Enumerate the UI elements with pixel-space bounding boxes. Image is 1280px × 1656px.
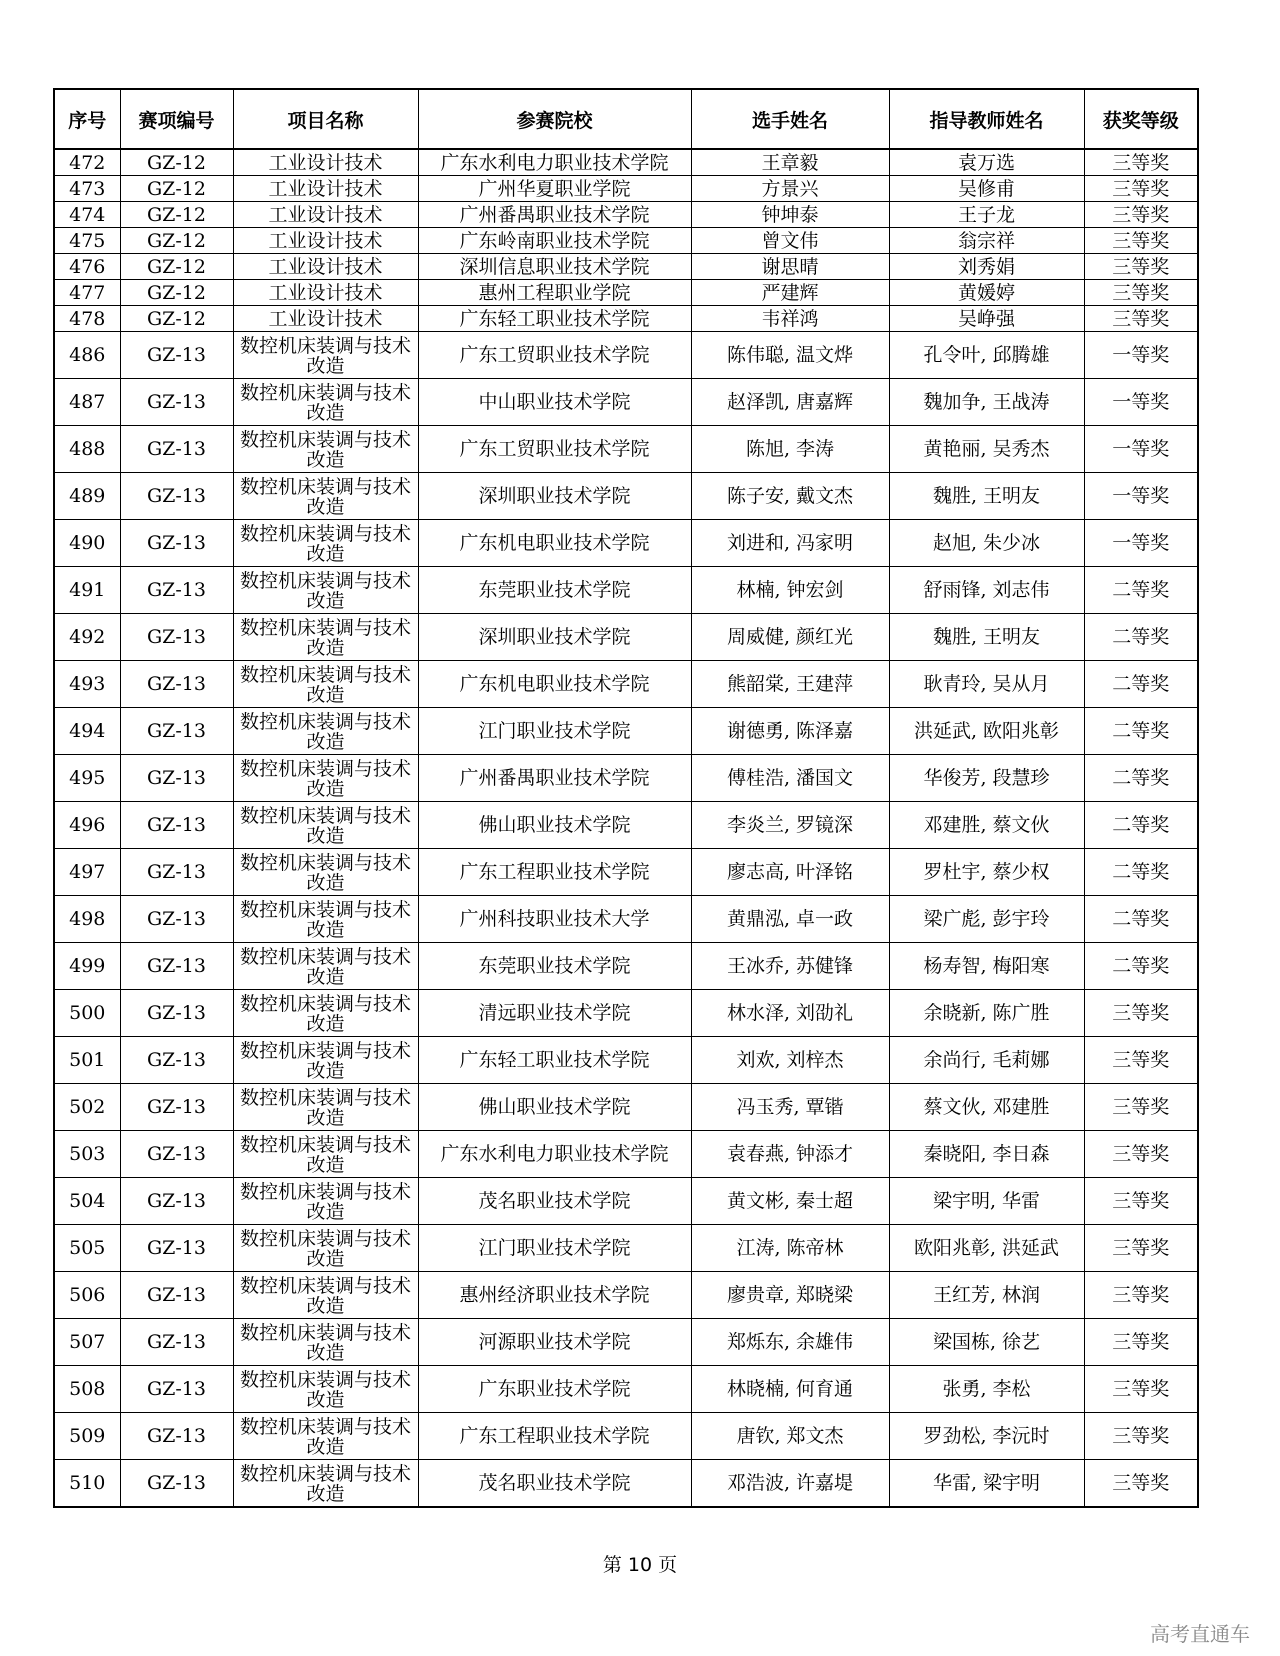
contestants-cell: 袁春燕, 钟添才 [691, 1131, 889, 1178]
event-code-cell: GZ-13 [120, 755, 233, 802]
contestants-cell: 江涛, 陈帝林 [691, 1225, 889, 1272]
event-code-cell: GZ-13 [120, 896, 233, 943]
project-name-text: 数控机床装调与技术改造 [239, 993, 411, 1034]
table-row [54, 1366, 1198, 1413]
event-code-cell: GZ-12 [120, 149, 233, 176]
award-level-cell: 三等奖 [1084, 1319, 1198, 1366]
project-name-cell [233, 1084, 418, 1131]
header-row [54, 89, 1198, 149]
school-cell: 广东轻工职业技术学院 [418, 1037, 691, 1084]
table-row [54, 1084, 1198, 1131]
instructors-cell: 耿青玲, 吴从月 [889, 661, 1084, 708]
project-name-text: 数控机床装调与技术改造 [239, 758, 411, 799]
project-name-text: 数控机床装调与技术改造 [239, 1463, 411, 1504]
table-row [54, 520, 1198, 567]
event-code-cell: GZ-12 [120, 280, 233, 306]
school-cell: 河源职业技术学院 [418, 1319, 691, 1366]
contestants-cell: 黄文彬, 秦士超 [691, 1178, 889, 1225]
table-row [54, 990, 1198, 1037]
award-level-cell: 一等奖 [1084, 379, 1198, 426]
event-code-cell: GZ-13 [120, 1366, 233, 1413]
award-level-cell: 三等奖 [1084, 1178, 1198, 1225]
contestants-cell: 熊韶棠, 王建萍 [691, 661, 889, 708]
instructors-cell: 余晓新, 陈广胜 [889, 990, 1084, 1037]
event-code-cell: GZ-13 [120, 473, 233, 520]
instructors-cell: 吴修甫 [889, 176, 1084, 202]
index-cell: 508 [54, 1366, 120, 1413]
index-cell: 510 [54, 1460, 120, 1508]
project-name-cell [233, 755, 418, 802]
contestants-cell: 廖贵章, 郑晓梁 [691, 1272, 889, 1319]
event-code-cell: GZ-13 [120, 990, 233, 1037]
project-name-text: 数控机床装调与技术改造 [239, 1087, 411, 1128]
contestants-cell: 谢思晴 [691, 254, 889, 280]
project-name-cell [233, 1272, 418, 1319]
instructors-cell: 蔡文伙, 邓建胜 [889, 1084, 1084, 1131]
instructors-cell: 秦晓阳, 李日森 [889, 1131, 1084, 1178]
index-cell: 476 [54, 254, 120, 280]
page-number: 第 10 页 [602, 1554, 678, 1576]
project-name-cell [233, 379, 418, 426]
instructors-cell: 王子龙 [889, 202, 1084, 228]
table-row [54, 202, 1198, 228]
instructors-cell: 张勇, 李松 [889, 1366, 1084, 1413]
project-name-text: 数控机床装调与技术改造 [239, 523, 411, 564]
event-code-cell: GZ-13 [120, 1178, 233, 1225]
event-code-cell: GZ-13 [120, 943, 233, 990]
instructors-cell: 邓建胜, 蔡文伙 [889, 802, 1084, 849]
instructors-cell: 翁宗祥 [889, 228, 1084, 254]
contestants-cell: 王章毅 [691, 149, 889, 176]
table-row [54, 280, 1198, 306]
header-cell-instructors: 指导教师姓名 [889, 89, 1084, 149]
event-code-cell: GZ-13 [120, 661, 233, 708]
event-code-cell: GZ-13 [120, 802, 233, 849]
instructors-cell: 黄艳丽, 吴秀杰 [889, 426, 1084, 473]
event-code-cell: GZ-13 [120, 1225, 233, 1272]
table-body [54, 149, 1198, 1507]
award-level-cell: 三等奖 [1084, 149, 1198, 176]
instructors-cell: 孔令叶, 邱腾雄 [889, 332, 1084, 379]
table-row [54, 1178, 1198, 1225]
header-cell-award-level: 获奖等级 [1084, 89, 1198, 149]
project-name-text: 数控机床装调与技术改造 [239, 1416, 411, 1457]
school-cell: 广东职业技术学院 [418, 1366, 691, 1413]
instructors-cell: 罗劲松, 李沅时 [889, 1413, 1084, 1460]
table-row [54, 426, 1198, 473]
project-name-cell [233, 1131, 418, 1178]
index-cell: 474 [54, 202, 120, 228]
index-cell: 507 [54, 1319, 120, 1366]
award-level-cell: 三等奖 [1084, 1272, 1198, 1319]
school-cell: 广东轻工职业技术学院 [418, 306, 691, 332]
project-name-text: 数控机床装调与技术改造 [239, 429, 411, 470]
table-row [54, 306, 1198, 332]
instructors-cell: 魏加争, 王战涛 [889, 379, 1084, 426]
instructors-cell: 黄媛婷 [889, 280, 1084, 306]
award-level-cell: 二等奖 [1084, 708, 1198, 755]
project-name-text: 数控机床装调与技术改造 [239, 382, 411, 423]
index-cell: 496 [54, 802, 120, 849]
table-row [54, 661, 1198, 708]
table-row [54, 176, 1198, 202]
school-cell: 清远职业技术学院 [418, 990, 691, 1037]
contestants-cell: 李炎兰, 罗镜深 [691, 802, 889, 849]
event-code-cell: GZ-13 [120, 849, 233, 896]
project-name-cell [233, 1366, 418, 1413]
index-cell: 503 [54, 1131, 120, 1178]
contestants-cell: 赵泽凯, 唐嘉辉 [691, 379, 889, 426]
table-row [54, 1272, 1198, 1319]
project-name-text: 数控机床装调与技术改造 [239, 570, 411, 611]
school-cell: 中山职业技术学院 [418, 379, 691, 426]
award-level-cell: 三等奖 [1084, 1131, 1198, 1178]
table-row [54, 896, 1198, 943]
project-name-text: 数控机床装调与技术改造 [239, 617, 411, 658]
project-name-cell [233, 1460, 418, 1508]
instructors-cell: 杨寿智, 梅阳寒 [889, 943, 1084, 990]
table-row [54, 1131, 1198, 1178]
award-level-cell: 三等奖 [1084, 228, 1198, 254]
instructors-cell: 罗杜宇, 蔡少权 [889, 849, 1084, 896]
event-code-cell: GZ-13 [120, 379, 233, 426]
event-code-cell: GZ-12 [120, 228, 233, 254]
award-level-cell: 三等奖 [1084, 306, 1198, 332]
instructors-cell: 洪延武, 欧阳兆彰 [889, 708, 1084, 755]
award-level-cell: 三等奖 [1084, 1413, 1198, 1460]
project-name-cell [233, 473, 418, 520]
project-name-text: 数控机床装调与技术改造 [239, 711, 411, 752]
contestants-cell: 周威健, 颜红光 [691, 614, 889, 661]
table-row [54, 1319, 1198, 1366]
header-cell-event-code: 赛项编号 [120, 89, 233, 149]
instructors-cell: 华雷, 梁宇明 [889, 1460, 1084, 1508]
project-name-cell [233, 332, 418, 379]
project-name-cell [233, 567, 418, 614]
index-cell: 500 [54, 990, 120, 1037]
table-row [54, 379, 1198, 426]
index-cell: 487 [54, 379, 120, 426]
project-name-cell: 工业设计技术 [233, 280, 418, 306]
table-row [54, 1460, 1198, 1508]
school-cell: 广州科技职业技术大学 [418, 896, 691, 943]
table-row [54, 149, 1198, 176]
award-level-cell: 三等奖 [1084, 1225, 1198, 1272]
project-name-text: 数控机床装调与技术改造 [239, 899, 411, 940]
header-cell-project-name: 项目名称 [233, 89, 418, 149]
contestants-cell: 曾文伟 [691, 228, 889, 254]
table-row [54, 1225, 1198, 1272]
school-cell: 广东工贸职业技术学院 [418, 332, 691, 379]
contestants-cell: 谢德勇, 陈泽嘉 [691, 708, 889, 755]
school-cell: 江门职业技术学院 [418, 1225, 691, 1272]
index-cell: 494 [54, 708, 120, 755]
instructors-cell: 赵旭, 朱少冰 [889, 520, 1084, 567]
award-level-cell: 三等奖 [1084, 990, 1198, 1037]
project-name-text: 数控机床装调与技术改造 [239, 1181, 411, 1222]
project-name-cell: 工业设计技术 [233, 176, 418, 202]
instructors-cell: 袁万选 [889, 149, 1084, 176]
project-name-cell [233, 802, 418, 849]
table-row [54, 614, 1198, 661]
award-level-cell: 二等奖 [1084, 614, 1198, 661]
index-cell: 489 [54, 473, 120, 520]
project-name-text: 数控机床装调与技术改造 [239, 335, 411, 376]
school-cell: 深圳职业技术学院 [418, 473, 691, 520]
school-cell: 广东工程职业技术学院 [418, 849, 691, 896]
table-row [54, 473, 1198, 520]
school-cell: 广东工程职业技术学院 [418, 1413, 691, 1460]
event-code-cell: GZ-13 [120, 1413, 233, 1460]
table-row [54, 567, 1198, 614]
index-cell: 475 [54, 228, 120, 254]
school-cell: 广东水利电力职业技术学院 [418, 1131, 691, 1178]
event-code-cell: GZ-13 [120, 567, 233, 614]
index-cell: 499 [54, 943, 120, 990]
award-level-cell: 二等奖 [1084, 802, 1198, 849]
index-cell: 493 [54, 661, 120, 708]
project-name-text: 数控机床装调与技术改造 [239, 852, 411, 893]
instructors-cell: 梁广彪, 彭宇玲 [889, 896, 1084, 943]
event-code-cell: GZ-12 [120, 202, 233, 228]
event-code-cell: GZ-13 [120, 332, 233, 379]
award-level-cell: 一等奖 [1084, 332, 1198, 379]
index-cell: 477 [54, 280, 120, 306]
contestants-cell: 陈旭, 李涛 [691, 426, 889, 473]
table-row [54, 708, 1198, 755]
index-cell: 501 [54, 1037, 120, 1084]
header-cell-contestants: 选手姓名 [691, 89, 889, 149]
table-row [54, 1413, 1198, 1460]
school-cell: 广东机电职业技术学院 [418, 661, 691, 708]
project-name-cell [233, 1413, 418, 1460]
index-cell: 502 [54, 1084, 120, 1131]
school-cell: 佛山职业技术学院 [418, 802, 691, 849]
school-cell: 广东工贸职业技术学院 [418, 426, 691, 473]
project-name-cell [233, 426, 418, 473]
contestants-cell: 林晓楠, 何育通 [691, 1366, 889, 1413]
award-level-cell: 三等奖 [1084, 280, 1198, 306]
school-cell: 广东水利电力职业技术学院 [418, 149, 691, 176]
index-cell: 506 [54, 1272, 120, 1319]
school-cell: 江门职业技术学院 [418, 708, 691, 755]
project-name-cell [233, 661, 418, 708]
project-name-cell [233, 520, 418, 567]
instructors-cell: 梁国栋, 徐艺 [889, 1319, 1084, 1366]
index-cell: 498 [54, 896, 120, 943]
contestants-cell: 钟坤泰 [691, 202, 889, 228]
project-name-text: 数控机床装调与技术改造 [239, 476, 411, 517]
award-level-cell: 二等奖 [1084, 943, 1198, 990]
contestants-cell: 严建辉 [691, 280, 889, 306]
index-cell: 509 [54, 1413, 120, 1460]
index-cell: 472 [54, 149, 120, 176]
school-cell: 广州番禺职业技术学院 [418, 202, 691, 228]
instructors-cell: 魏胜, 王明友 [889, 614, 1084, 661]
table-row [54, 254, 1198, 280]
contestants-cell: 冯玉秀, 覃锴 [691, 1084, 889, 1131]
instructors-cell: 刘秀娟 [889, 254, 1084, 280]
project-name-cell: 工业设计技术 [233, 254, 418, 280]
contestants-cell: 林水泽, 刘劭礼 [691, 990, 889, 1037]
contestants-cell: 韦祥鸿 [691, 306, 889, 332]
contestants-cell: 王冰乔, 苏健锋 [691, 943, 889, 990]
header-cell-school: 参赛院校 [418, 89, 691, 149]
index-cell: 486 [54, 332, 120, 379]
project-name-cell: 工业设计技术 [233, 228, 418, 254]
project-name-cell [233, 1225, 418, 1272]
project-name-cell [233, 1037, 418, 1084]
event-code-cell: GZ-12 [120, 176, 233, 202]
index-cell: 504 [54, 1178, 120, 1225]
award-level-cell: 三等奖 [1084, 202, 1198, 228]
project-name-cell: 工业设计技术 [233, 306, 418, 332]
index-cell: 488 [54, 426, 120, 473]
instructors-cell: 梁宇明, 华雷 [889, 1178, 1084, 1225]
project-name-text: 数控机床装调与技术改造 [239, 946, 411, 987]
project-name-text: 数控机床装调与技术改造 [239, 1322, 411, 1363]
index-cell: 473 [54, 176, 120, 202]
school-cell: 茂名职业技术学院 [418, 1460, 691, 1508]
school-cell: 深圳职业技术学院 [418, 614, 691, 661]
table-row [54, 802, 1198, 849]
contestants-cell: 廖志高, 叶泽铭 [691, 849, 889, 896]
project-name-text: 数控机床装调与技术改造 [239, 1369, 411, 1410]
project-name-cell [233, 990, 418, 1037]
project-name-text: 数控机床装调与技术改造 [239, 1228, 411, 1269]
contestants-cell: 方景兴 [691, 176, 889, 202]
project-name-cell: 工业设计技术 [233, 202, 418, 228]
event-code-cell: GZ-13 [120, 1272, 233, 1319]
award-level-cell: 三等奖 [1084, 1460, 1198, 1508]
school-cell: 广东机电职业技术学院 [418, 520, 691, 567]
event-code-cell: GZ-13 [120, 1131, 233, 1178]
contestants-cell: 唐钦, 郑文杰 [691, 1413, 889, 1460]
school-cell: 广州番禺职业技术学院 [418, 755, 691, 802]
contestants-cell: 刘进和, 冯家明 [691, 520, 889, 567]
school-cell: 佛山职业技术学院 [418, 1084, 691, 1131]
contestants-cell: 郑烁东, 余雄伟 [691, 1319, 889, 1366]
project-name-cell [233, 849, 418, 896]
index-cell: 491 [54, 567, 120, 614]
award-level-cell: 三等奖 [1084, 1366, 1198, 1413]
project-name-text: 数控机床装调与技术改造 [239, 1040, 411, 1081]
award-level-cell: 二等奖 [1084, 755, 1198, 802]
award-level-cell: 三等奖 [1084, 1084, 1198, 1131]
event-code-cell: GZ-12 [120, 254, 233, 280]
project-name-text: 数控机床装调与技术改造 [239, 805, 411, 846]
instructors-cell: 欧阳兆彰, 洪延武 [889, 1225, 1084, 1272]
event-code-cell: GZ-12 [120, 306, 233, 332]
instructors-cell: 余尚行, 毛莉娜 [889, 1037, 1084, 1084]
event-code-cell: GZ-13 [120, 520, 233, 567]
table-row [54, 1037, 1198, 1084]
instructors-cell: 华俊芳, 段慧珍 [889, 755, 1084, 802]
project-name-cell [233, 896, 418, 943]
index-cell: 495 [54, 755, 120, 802]
index-cell: 478 [54, 306, 120, 332]
table-row [54, 755, 1198, 802]
instructors-cell: 王红芳, 林润 [889, 1272, 1084, 1319]
school-cell: 惠州工程职业学院 [418, 280, 691, 306]
contestants-cell: 邓浩波, 许嘉堤 [691, 1460, 889, 1508]
index-cell: 497 [54, 849, 120, 896]
instructors-cell: 吴峥强 [889, 306, 1084, 332]
index-cell: 490 [54, 520, 120, 567]
project-name-cell [233, 1178, 418, 1225]
index-cell: 492 [54, 614, 120, 661]
awards-table [53, 88, 1199, 1508]
school-cell: 深圳信息职业技术学院 [418, 254, 691, 280]
watermark-text: 高考直通车 [1150, 1622, 1250, 1646]
instructors-cell: 魏胜, 王明友 [889, 473, 1084, 520]
award-level-cell: 二等奖 [1084, 567, 1198, 614]
award-level-cell: 一等奖 [1084, 426, 1198, 473]
project-name-cell [233, 943, 418, 990]
project-name-cell [233, 1319, 418, 1366]
school-cell: 广州华夏职业学院 [418, 176, 691, 202]
event-code-cell: GZ-13 [120, 1460, 233, 1508]
event-code-cell: GZ-13 [120, 426, 233, 473]
project-name-text: 数控机床装调与技术改造 [239, 664, 411, 705]
award-level-cell: 一等奖 [1084, 520, 1198, 567]
table-row [54, 332, 1198, 379]
award-level-cell: 三等奖 [1084, 1037, 1198, 1084]
table-row [54, 849, 1198, 896]
award-level-cell: 二等奖 [1084, 896, 1198, 943]
award-level-cell: 二等奖 [1084, 661, 1198, 708]
award-level-cell: 二等奖 [1084, 849, 1198, 896]
school-cell: 广东岭南职业技术学院 [418, 228, 691, 254]
index-cell: 505 [54, 1225, 120, 1272]
event-code-cell: GZ-13 [120, 1084, 233, 1131]
table-row [54, 943, 1198, 990]
table-row [54, 228, 1198, 254]
school-cell: 东莞职业技术学院 [418, 567, 691, 614]
project-name-text: 数控机床装调与技术改造 [239, 1134, 411, 1175]
event-code-cell: GZ-13 [120, 1319, 233, 1366]
contestants-cell: 傅桂浩, 潘国文 [691, 755, 889, 802]
contestants-cell: 陈子安, 戴文杰 [691, 473, 889, 520]
school-cell: 惠州经济职业技术学院 [418, 1272, 691, 1319]
project-name-cell: 工业设计技术 [233, 149, 418, 176]
award-level-cell: 三等奖 [1084, 254, 1198, 280]
header-cell-index: 序号 [54, 89, 120, 149]
contestants-cell: 林楠, 钟宏剑 [691, 567, 889, 614]
project-name-text: 数控机床装调与技术改造 [239, 1275, 411, 1316]
event-code-cell: GZ-13 [120, 708, 233, 755]
award-level-cell: 一等奖 [1084, 473, 1198, 520]
project-name-cell [233, 614, 418, 661]
event-code-cell: GZ-13 [120, 614, 233, 661]
school-cell: 东莞职业技术学院 [418, 943, 691, 990]
contestants-cell: 刘欢, 刘梓杰 [691, 1037, 889, 1084]
event-code-cell: GZ-13 [120, 1037, 233, 1084]
contestants-cell: 黄鼎泓, 卓一政 [691, 896, 889, 943]
school-cell: 茂名职业技术学院 [418, 1178, 691, 1225]
project-name-cell [233, 708, 418, 755]
instructors-cell: 舒雨锋, 刘志伟 [889, 567, 1084, 614]
award-level-cell: 三等奖 [1084, 176, 1198, 202]
contestants-cell: 陈伟聪, 温文烨 [691, 332, 889, 379]
